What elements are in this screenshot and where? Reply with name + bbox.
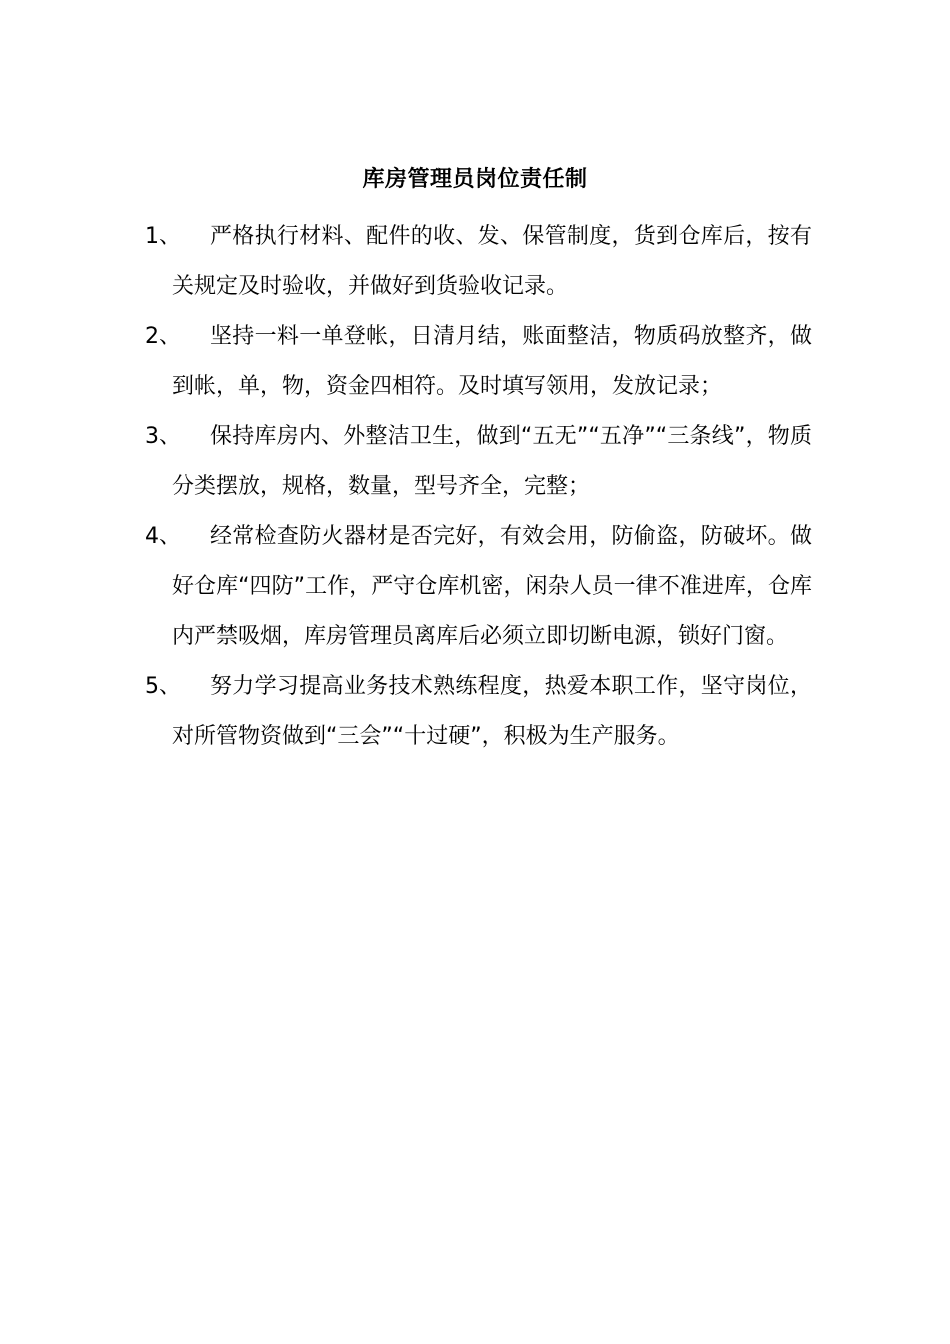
item-number: 3、 <box>145 424 181 449</box>
list-item <box>0 662 950 762</box>
list-item <box>0 412 950 512</box>
document-title: 库房管理员岗位责任制 <box>362 167 588 192</box>
item-text: 严格执行材料、配件的收、发、保管制度，货到仓库后，按有关规定及时验收，并做好到货验收记录。 <box>172 224 812 299</box>
item-text: 努力学习提高业务技术熟练程度，热爱本职工作，坚守岗位，对所管物资做到“三会”“十过硬”，积极为生产服务。 <box>172 674 812 749</box>
item-number: 4、 <box>145 524 181 549</box>
list-item <box>0 312 950 412</box>
list-item <box>0 512 950 662</box>
item-number: 1、 <box>145 224 181 249</box>
item-text: 坚持一料一单登帐，日清月结，账面整洁，物质码放整齐，做到帐，单，物，资金四相符。及时填写领用，发放记录； <box>172 324 812 399</box>
item-text: 经常检查防火器材是否完好，有效会用，防偷盗，防破坏。做好仓库“四防”工作，严守仓库机密，闲杂人员一律不准进库，仓库内严禁吸烟，库房管理员离库后必须立即切断电源，锁好门窗。 <box>172 524 812 649</box>
list-item <box>0 212 950 312</box>
item-text: 保持库房内、外整洁卫生，做到“五无”“五净”“三条线”，物质分类摆放，规格，数量，型号齐全，完整； <box>172 424 812 499</box>
item-number: 5、 <box>145 674 181 699</box>
duty-list <box>0 212 950 762</box>
item-number: 2、 <box>145 324 181 349</box>
